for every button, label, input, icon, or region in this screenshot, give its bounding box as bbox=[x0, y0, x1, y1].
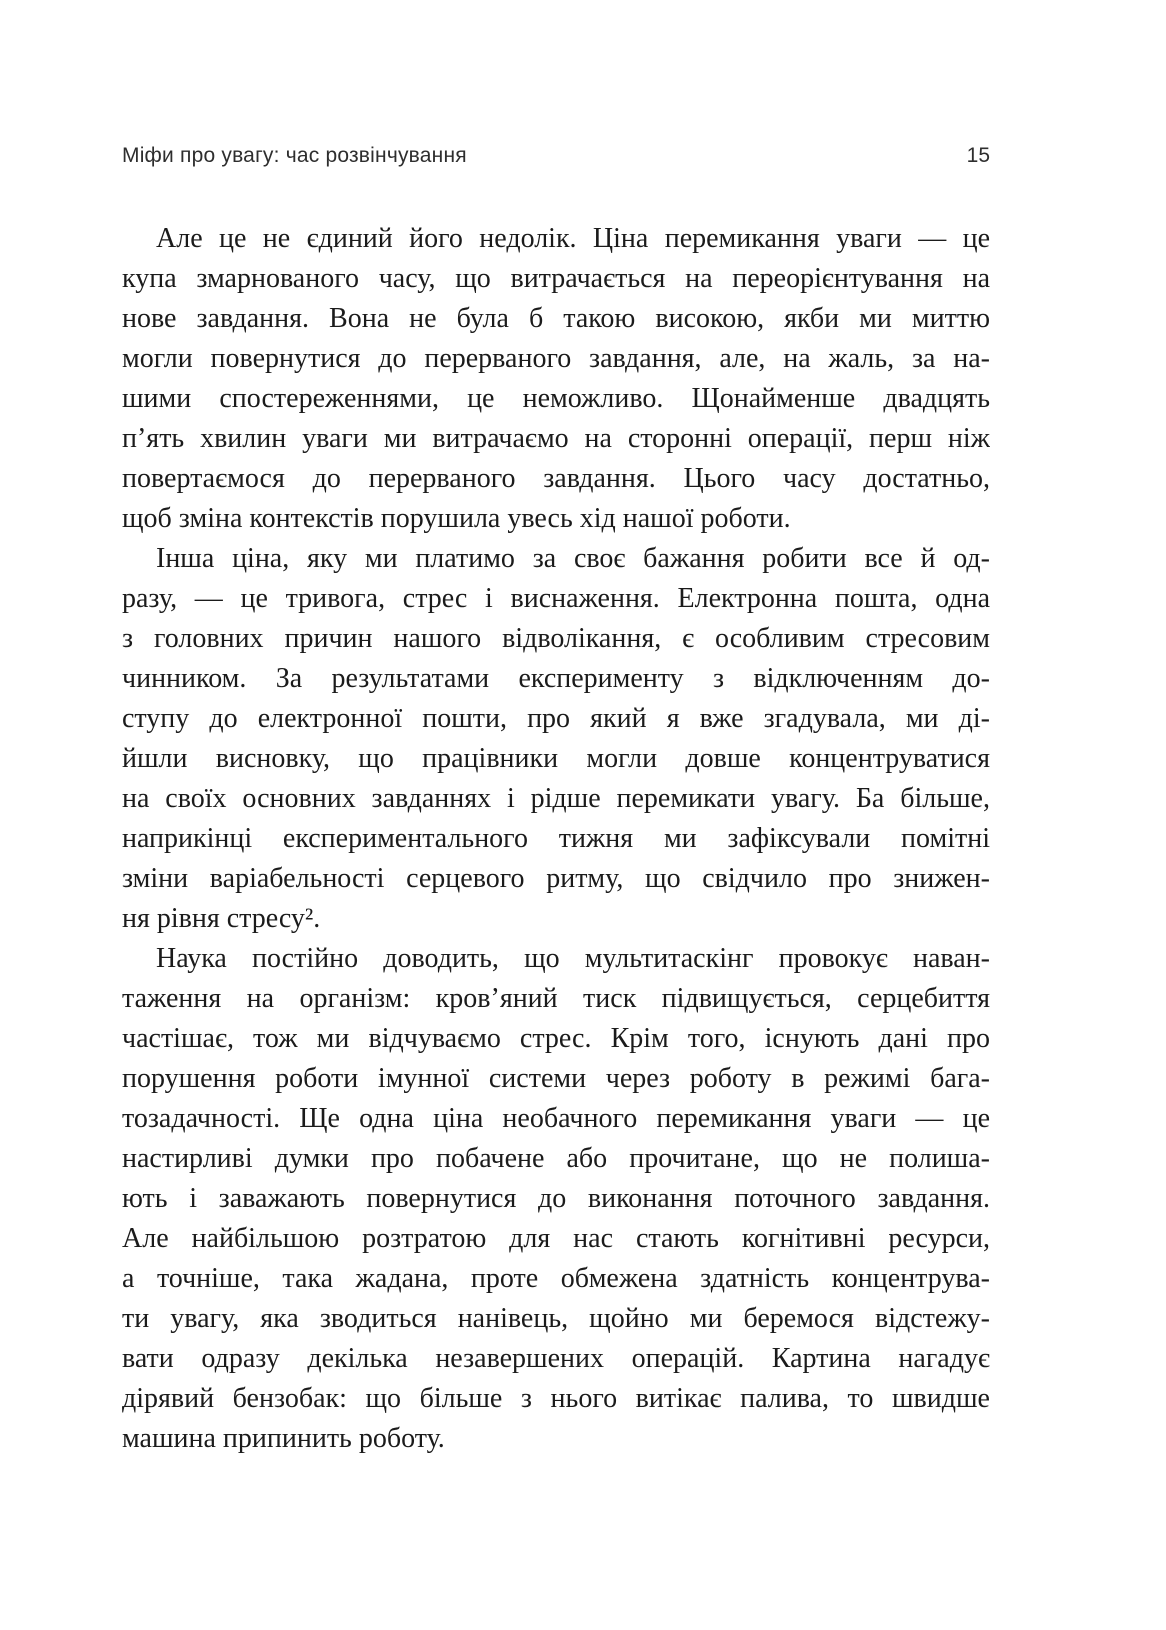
text-line: наприкінці експериментального тижня ми зафіксували помітні bbox=[122, 823, 990, 854]
text-line: порушення роботи імунної системи через роботу в режимі бага- bbox=[122, 1063, 990, 1094]
text-line: а точніше, така жадана, проте обмежена здатність концентрува- bbox=[122, 1263, 990, 1294]
text-line: Але це не єдиний його недолік. Ціна перемикання уваги — це bbox=[156, 223, 990, 254]
text-line: чинником. За результатами експерименту з відключенням до- bbox=[122, 663, 990, 694]
text-line: Наука постійно доводить, що мультитаскінг провокує наван- bbox=[156, 943, 990, 974]
text-line: Інша ціна, яку ми платимо за своє бажання робити все й од- bbox=[156, 543, 990, 574]
text-line: настирливі думки про побачене або прочитане, що не полиша- bbox=[122, 1143, 990, 1174]
running-head-title: Міфи про увагу: час розвінчування bbox=[122, 144, 467, 167]
body-text bbox=[122, 219, 990, 1459]
text-line: Але найбільшою розтратою для нас стають когнітивні ресурси, bbox=[122, 1223, 990, 1254]
paragraph bbox=[122, 219, 990, 539]
page-header bbox=[122, 144, 990, 168]
text-line: вати одразу декілька незавершених операцій. Картина нагадує bbox=[122, 1343, 990, 1374]
text-line: п’ять хвилин уваги ми витрачаємо на сторонні операції, перш ніж bbox=[122, 423, 990, 454]
text-line: частішає, тож ми відчуваємо стрес. Крім того, існують дані про bbox=[122, 1023, 990, 1054]
page-number: 15 bbox=[966, 144, 990, 167]
text-line: щоб зміна контекстів порушила увесь хід нашої роботи. bbox=[122, 503, 791, 534]
text-line: разу, — це тривога, стрес і виснаження. Електронна пошта, одна bbox=[122, 583, 990, 614]
text-line: ня рівня стресу². bbox=[122, 903, 321, 934]
text-line: шими спостереженнями, це неможливо. Щонайменше двадцять bbox=[122, 383, 990, 414]
text-line: дірявий бензобак: що більше з нього витікає палива, то швидше bbox=[122, 1383, 990, 1414]
paragraph bbox=[122, 539, 990, 939]
text-line: зміни варіабельності серцевого ритму, що свідчило про знижен- bbox=[122, 863, 990, 894]
text-line: ступу до електронної пошти, про який я вже згадувала, ми ді- bbox=[122, 703, 990, 734]
text-line: нове завдання. Вона не була б такою високою, якби ми миттю bbox=[122, 303, 990, 334]
text-line: купа змарнованого часу, що витрачається на переорієнтування на bbox=[122, 263, 990, 294]
text-line: таження на організм: кров’яний тиск підвищується, серцебиття bbox=[122, 983, 990, 1014]
paragraph bbox=[122, 939, 990, 1459]
text-line: на своїх основних завданнях і рідше перемикати увагу. Ба більше, bbox=[122, 783, 990, 814]
text-line: тозадачності. Ще одна ціна необачного перемикання уваги — це bbox=[122, 1103, 990, 1134]
text-line: машина припинить роботу. bbox=[122, 1423, 445, 1454]
text-line: ють і заважають повернутися до виконання поточного завдання. bbox=[122, 1183, 990, 1214]
text-line: могли повернутися до перерваного завдання, але, на жаль, за на- bbox=[122, 343, 990, 374]
text-line: з головних причин нашого відволікання, є особливим стресовим bbox=[122, 623, 990, 654]
text-line: повертаємося до перерваного завдання. Цього часу достатньо, bbox=[122, 463, 990, 494]
text-line: ти увагу, яка зводиться нанівець, щойно ми беремося відстежу- bbox=[122, 1303, 990, 1334]
text-line: йшли висновку, що працівники могли довше концентруватися bbox=[122, 743, 990, 774]
